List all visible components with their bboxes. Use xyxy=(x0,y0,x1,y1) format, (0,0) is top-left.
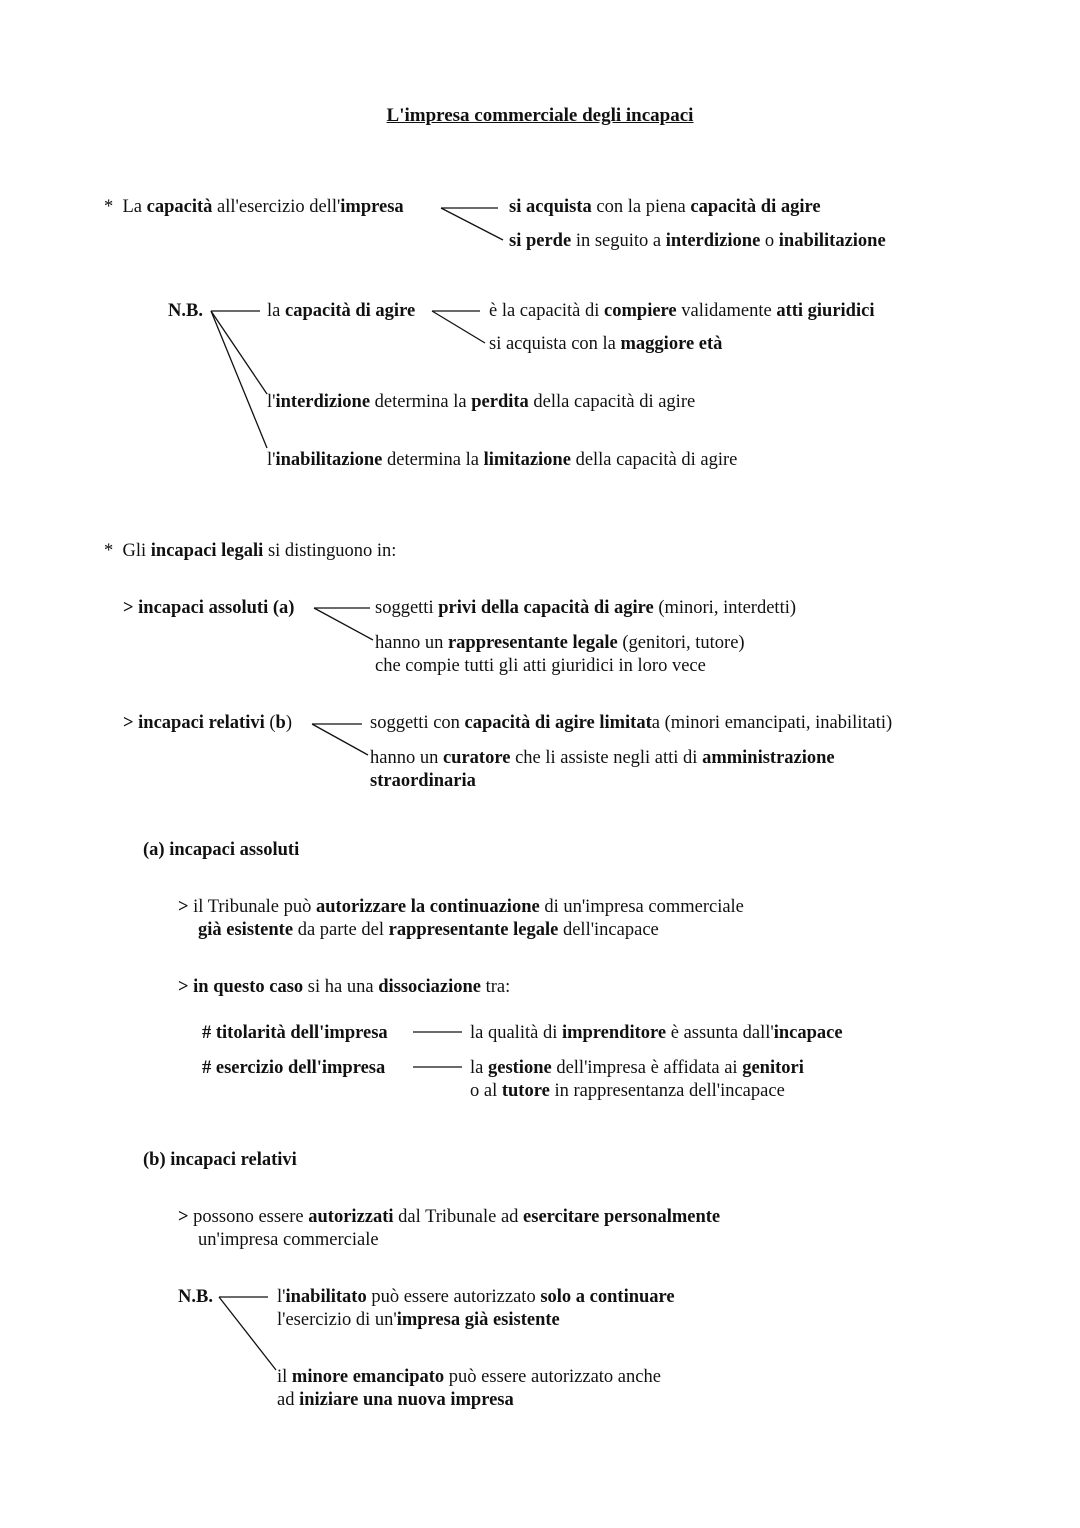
nb2-inabilitato-a: l'inabilitato può essere autorizzato solo a continuare xyxy=(277,1287,675,1307)
nb1-capacita: la capacità di agire xyxy=(267,301,416,321)
s2-assoluti-1: soggetti privi della capacità di agire (minori, interdetti) xyxy=(375,598,797,618)
connector-cap-2 xyxy=(432,311,485,343)
sa-esercizio-label: # esercizio dell'impresa xyxy=(202,1058,386,1078)
sb-p1a: > possono essere autorizzati dal Tribunale ad esercitare personalmente xyxy=(178,1207,721,1227)
s2-relativi-2a: hanno un curatore che li assiste negli atti di amministrazione xyxy=(370,748,835,768)
sb-p1b: un'impresa commerciale xyxy=(198,1230,379,1250)
sa-esercizio-value-b: o al tutore in rappresentanza dell'incapace xyxy=(470,1081,785,1101)
nb1-inabilitazione: l'inabilitazione determina la limitazione della capacità di agire xyxy=(267,450,738,470)
nb2-minore-a: il minore emancipato può essere autorizzato anche xyxy=(277,1367,661,1387)
connector-rel-2 xyxy=(312,724,368,755)
s2-assoluti-2b: che compie tutti gli atti giuridici in loro vece xyxy=(375,656,706,676)
sa-heading: (a) incapaci assoluti xyxy=(143,840,300,860)
s1-heading: * La capacità all'esercizio dell'impresa xyxy=(104,197,404,217)
sa-titolarita-label: # titolarità dell'impresa xyxy=(202,1023,388,1043)
s2-assoluti-2a: hanno un rappresentante legale (genitori, tutore) xyxy=(375,633,745,653)
connector-nb1-3 xyxy=(211,311,267,448)
s2-relativi-label: > incapaci relativi (b) xyxy=(123,713,293,733)
nb2-minore-b: ad iniziare una nuova impresa xyxy=(277,1390,514,1410)
s2-assoluti-label: > incapaci assoluti (a) xyxy=(123,598,295,618)
nb1-cap-acquista: si acquista con la maggiore età xyxy=(489,334,723,354)
sa-p1b: già esistente da parte del rappresentante legale dell'incapace xyxy=(198,920,659,940)
s1-branch-acquista: si acquista con la piena capacità di agire xyxy=(509,197,821,217)
connector-impresa-2 xyxy=(441,208,503,240)
s2-heading: * Gli incapaci legali si distinguono in: xyxy=(104,541,397,561)
nb1-cap-def: è la capacità di compiere validamente atti giuridici xyxy=(489,301,875,321)
sa-titolarita-value: la qualità di imprenditore è assunta dall'incapace xyxy=(470,1023,843,1043)
connector-ass-2 xyxy=(314,608,373,640)
sb-heading: (b) incapaci relativi xyxy=(143,1150,297,1170)
sa-esercizio-value-a: la gestione dell'impresa è affidata ai genitori xyxy=(470,1058,804,1078)
nb2-inabilitato-b: l'esercizio di un'impresa già esistente xyxy=(277,1310,560,1330)
nb2-label: N.B. xyxy=(178,1287,213,1307)
connector-nb1-2 xyxy=(211,311,267,394)
s2-relativi-1: soggetti con capacità di agire limitata (minori emancipati, inabilitati) xyxy=(370,713,893,733)
nb1-label: N.B. xyxy=(168,301,203,321)
s2-relativi-2b: straordinaria xyxy=(370,771,476,791)
page-title: L'impresa commerciale degli incapaci xyxy=(386,105,694,126)
sa-p2: > in questo caso si ha una dissociazione tra: xyxy=(178,977,511,997)
connector-nb2-2 xyxy=(219,1297,276,1370)
sa-p1a: > il Tribunale può autorizzare la continuazione di un'impresa commerciale xyxy=(178,897,744,917)
nb1-interdizione: l'interdizione determina la perdita della capacità di agire xyxy=(267,392,696,412)
s1-branch-perde: si perde in seguito a interdizione o inabilitazione xyxy=(509,231,886,251)
